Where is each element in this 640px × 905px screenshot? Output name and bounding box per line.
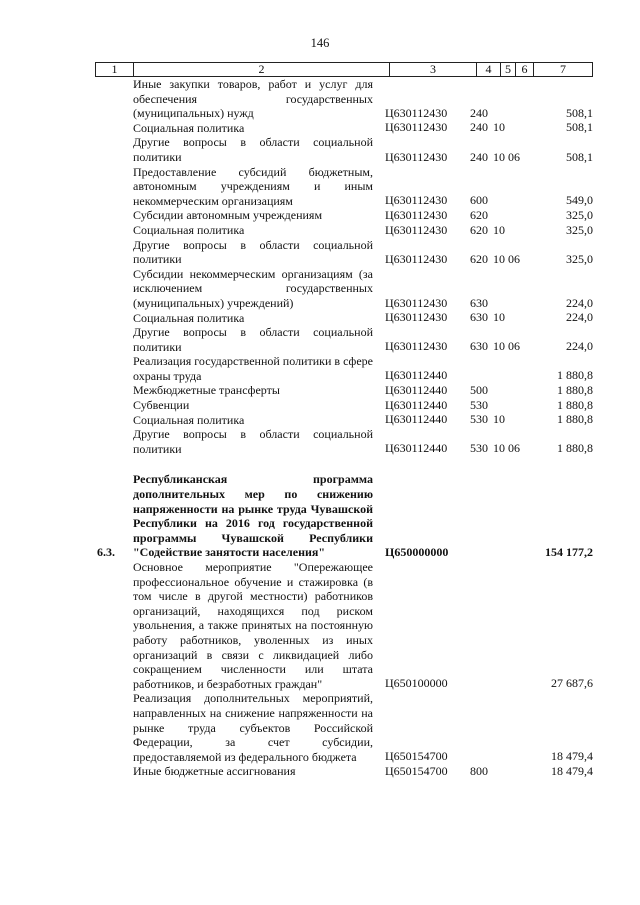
row-section: 530 [470, 412, 488, 427]
row-code: Ц650000000 [385, 545, 449, 559]
row-amount: 224,0 [566, 295, 593, 310]
row-section: 530 [470, 441, 488, 456]
table-row [95, 267, 593, 311]
row-section: 800 [470, 763, 488, 778]
row-amount: 508,1 [566, 105, 593, 120]
col-1-header: 1 [96, 63, 134, 77]
row-code: Ц630112430 [385, 339, 448, 354]
row-section: 600 [470, 193, 488, 208]
row-amount: 325,0 [566, 222, 593, 237]
row-section: 630 [470, 310, 488, 325]
row-subsection: 10 [493, 310, 505, 325]
row-name: Предоставление субсидий бюджетным, автономным учреждениям и иным некоммерческим организациям [133, 164, 373, 208]
row-amount: 508,1 [566, 149, 593, 164]
row-code: Ц630112440 [385, 441, 448, 456]
row-name: Социальная политика [133, 120, 245, 135]
row-code: Ц630112430 [385, 310, 448, 325]
row-name: Межбюджетные трансферты [133, 383, 280, 398]
row-amount: 325,0 [566, 207, 593, 222]
row-subsection: 10 [493, 412, 505, 427]
row-code: Ц630112440 [385, 397, 448, 412]
row-amount: 1 880,8 [557, 368, 593, 383]
row-amount: 508,1 [566, 120, 593, 135]
row-subsection: 10 06 [493, 149, 520, 164]
row-code: Ц630112430 [385, 120, 448, 135]
table-row [95, 208, 593, 223]
row-amount: 1 880,8 [557, 412, 593, 427]
column-header-row [95, 62, 593, 77]
col-5-header: 5 [501, 63, 516, 77]
table-row [95, 165, 593, 209]
row-name: Иные закупки товаров, работ и услуг для обеспечения государственных (муниципальных) нужд [133, 77, 373, 121]
row-code: Ц630112430 [385, 295, 448, 310]
row-code: Ц650154700 [385, 749, 448, 764]
row-name: Реализация дополнительных мероприятий, направленных на снижение напряженности на рынке труда субъектов Российской Федерации, за счет субсидии, предоставляемой из федерального бюджета [133, 691, 373, 764]
row-subsection: 10 06 [493, 441, 520, 456]
table-row [95, 135, 593, 164]
row-code: Ц630112430 [385, 207, 448, 222]
row-code: Ц630112440 [385, 412, 448, 427]
row-name: Социальная политика [133, 222, 245, 237]
row-name: Республиканская программа дополнительных мер по снижению напряженности на рынке труда Чувашской Республики на 2016 год государственной программы Чувашской Республики "Содействие занятости населения" [133, 472, 373, 560]
row-name: Субсидии некоммерческим организациям (за исключением государственных (муниципальных) учреждений) [133, 266, 373, 310]
row-amount: 1 880,8 [557, 397, 593, 412]
col-3-header: 3 [390, 63, 477, 77]
row-code: Ц630112430 [385, 193, 448, 208]
budget-table-body [95, 77, 593, 779]
row-code: Ц630112430 [385, 222, 448, 237]
table-row [95, 311, 593, 326]
table-row [95, 238, 593, 267]
row-section: 240 [470, 149, 488, 164]
row-name: Иные бюджетные ассигнования [133, 764, 296, 779]
row-code: Ц630112440 [385, 383, 448, 398]
row-amount: 154 177,2 [545, 545, 593, 559]
row-name: Другие вопросы в области социальной политики [133, 325, 373, 354]
row-amount: 18 479,4 [551, 763, 593, 778]
row-name: Социальная политика [133, 412, 245, 427]
table-row-program [95, 472, 593, 560]
row-name: Реализация государственной политики в сфере охраны труда [133, 354, 373, 383]
table-row [95, 560, 593, 691]
row-section: 620 [470, 222, 488, 237]
page-number: 146 [310, 36, 330, 50]
row-code: Ц630112430 [385, 149, 448, 164]
row-name: Другие вопросы в области социальной политики [133, 135, 373, 164]
row-section: 620 [470, 207, 488, 222]
row-name: Основное мероприятие "Опережающее профессиональное обучение и стажировка (в том числе в другой местности) работников организаций, находящихся под риском увольнения, а также принятых на постоянную работу работников, уволенных из иных организаций в связи с ликвидацией либо сокращением численности или штата работников, и безработных граждан" [133, 560, 373, 691]
table-row [95, 354, 593, 383]
row-code: Ц630112430 [385, 105, 448, 120]
row-section: 240 [470, 105, 488, 120]
col-7-header: 7 [534, 63, 593, 77]
row-section: 630 [470, 339, 488, 354]
table-row [95, 121, 593, 136]
row-section: 620 [470, 251, 488, 266]
row-section: 530 [470, 397, 488, 412]
row-name: Субвенции [133, 398, 190, 413]
table-row [95, 383, 593, 398]
row-name: Субсидии автономным учреждениям [133, 208, 323, 223]
table-row [95, 764, 593, 779]
row-number: 6.3. [97, 545, 115, 559]
row-amount: 325,0 [566, 251, 593, 266]
table-row [95, 691, 593, 764]
row-section: 630 [470, 295, 488, 310]
row-subsection: 10 [493, 120, 505, 135]
col-4-header: 4 [477, 63, 501, 77]
col-2-header: 2 [134, 63, 390, 77]
row-amount: 27 687,6 [551, 676, 593, 691]
row-amount: 549,0 [566, 193, 593, 208]
row-amount: 224,0 [566, 310, 593, 325]
table-row [95, 77, 593, 121]
row-name: Социальная политика [133, 310, 245, 325]
table-row [95, 427, 593, 456]
row-section: 500 [470, 383, 488, 398]
table-row [95, 223, 593, 238]
row-amount: 224,0 [566, 339, 593, 354]
row-section: 240 [470, 120, 488, 135]
row-code: Ц630112440 [385, 368, 448, 383]
row-code: Ц650154700 [385, 763, 448, 778]
row-code: Ц650100000 [385, 676, 448, 691]
table-row [95, 325, 593, 354]
col-6-header: 6 [516, 63, 534, 77]
row-code: Ц630112430 [385, 251, 448, 266]
row-amount: 1 880,8 [557, 383, 593, 398]
row-amount: 1 880,8 [557, 441, 593, 456]
row-subsection: 10 [493, 222, 505, 237]
row-name: Другие вопросы в области социальной политики [133, 427, 373, 456]
row-name: Другие вопросы в области социальной политики [133, 237, 373, 267]
row-subsection: 10 06 [493, 251, 520, 266]
row-subsection: 10 06 [493, 339, 520, 354]
table-row [95, 398, 593, 413]
row-amount: 18 479,4 [551, 749, 593, 764]
table-row [95, 413, 593, 428]
